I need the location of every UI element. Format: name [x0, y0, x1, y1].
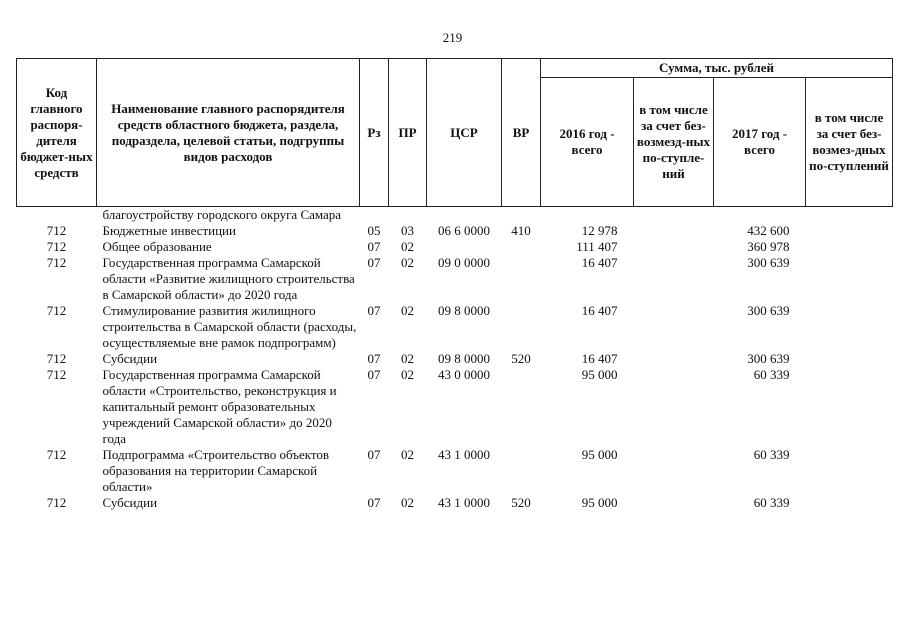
cell-rz: 07 [367, 367, 381, 382]
cell-2016-free [634, 367, 714, 447]
cell-vr [502, 207, 541, 224]
cell-csr: 06 6 0000 [438, 223, 490, 238]
table-row [17, 495, 893, 511]
header-rz: Рз [360, 59, 389, 207]
cell-name: Стимулирование развития жилищного строительства в Самарской области (расходы, осуществляемые вне рамок подпрограмм) [102, 303, 357, 350]
cell-vr: 520 [511, 495, 531, 510]
cell-vr: 520 [511, 351, 531, 366]
cell-vr [502, 447, 541, 495]
cell-2016-total: 12 978 [581, 223, 618, 238]
cell-vr: 410 [511, 223, 531, 238]
cell-name: Подпрограмма «Строительство объектов образования на территории Самарской области» [102, 447, 330, 494]
cell-2017-total: 60 339 [753, 495, 790, 510]
cell-code: 712 [46, 303, 67, 318]
cell-code: 712 [46, 223, 67, 238]
table-row [17, 367, 893, 447]
cell-csr [427, 207, 502, 224]
cell-name: благоустройству городского округа Самара [102, 207, 342, 222]
header-2016-free: в том числе за счет без-возмезд-ных по-ступле-ний [634, 78, 714, 207]
cell-2017-free [806, 207, 893, 224]
cell-2017-total: 300 639 [747, 255, 790, 270]
cell-csr: 09 0 0000 [438, 255, 490, 270]
table-row [17, 207, 893, 224]
cell-2016-total: 16 407 [581, 303, 618, 318]
cell-csr: 43 0 0000 [438, 367, 490, 382]
cell-2017-total [714, 207, 806, 224]
cell-rz: 07 [367, 447, 381, 462]
table-row [17, 447, 893, 495]
cell-rz [360, 207, 389, 224]
cell-rz: 07 [367, 351, 381, 366]
header-2017-free: в том числе за счет без-возмез-дных по-ступлений [806, 78, 893, 207]
cell-csr: 09 8 0000 [438, 351, 490, 366]
header-csr: ЦСР [427, 59, 502, 207]
cell-pr: 02 [401, 351, 414, 366]
cell-2016-total [541, 207, 634, 224]
cell-rz: 05 [367, 223, 381, 238]
cell-2017-free [806, 223, 893, 239]
cell-2016-free [634, 223, 714, 239]
header-code: Код главного распоря-дителя бюджет-ных средств [17, 59, 97, 207]
cell-rz: 07 [367, 255, 381, 270]
cell-2017-free [806, 351, 893, 367]
cell-name: Субсидии [102, 351, 158, 366]
cell-csr: 09 8 0000 [438, 303, 490, 318]
cell-pr: 02 [401, 495, 414, 510]
cell-vr [502, 303, 541, 351]
cell-2017-total: 60 339 [753, 367, 790, 382]
cell-2017-free [806, 447, 893, 495]
budget-table [16, 58, 893, 511]
cell-vr [502, 367, 541, 447]
cell-2017-free [806, 303, 893, 351]
cell-2017-total: 360 978 [747, 239, 790, 254]
cell-name: Субсидии [102, 495, 158, 510]
cell-pr: 02 [401, 303, 414, 318]
cell-vr [502, 239, 541, 255]
cell-code: 712 [46, 239, 67, 254]
cell-csr: 43 1 0000 [438, 447, 490, 462]
header-vr: ВР [502, 59, 541, 207]
header-name: Наименование главного распорядителя средств областного бюджета, раздела, подраздела, целевой статьи, подгруппы видов расходов [97, 59, 360, 207]
page-number: 219 [442, 30, 463, 45]
cell-rz: 07 [367, 495, 381, 510]
cell-2016-total: 111 407 [576, 239, 618, 254]
table-row [17, 303, 893, 351]
cell-2017-free [806, 495, 893, 511]
cell-2016-total: 95 000 [581, 495, 618, 510]
cell-name: Государственная программа Самарской области «Развитие жилищного строительства в Самарской области» до 2020 года [102, 255, 355, 302]
cell-2017-free [806, 239, 893, 255]
cell-pr: 02 [401, 239, 414, 254]
cell-rz: 07 [367, 303, 381, 318]
table-header [17, 59, 893, 207]
cell-2017-total: 432 600 [747, 223, 790, 238]
header-pr: ПР [389, 59, 427, 207]
table-row [17, 255, 893, 303]
table-row [17, 239, 893, 255]
cell-2016-free [634, 207, 714, 224]
cell-2017-free [806, 255, 893, 303]
cell-code: 712 [46, 495, 67, 510]
cell-2016-total: 95 000 [581, 447, 618, 462]
cell-2016-free [634, 495, 714, 511]
cell-2016-free [634, 351, 714, 367]
cell-2016-total: 16 407 [581, 351, 618, 366]
header-2016-total: 2016 год - всего [541, 78, 634, 207]
cell-2016-free [634, 303, 714, 351]
cell-csr: 43 1 0000 [438, 495, 490, 510]
cell-pr [389, 207, 427, 224]
cell-code: 712 [46, 367, 67, 382]
table-body [17, 207, 893, 512]
cell-2016-free [634, 255, 714, 303]
cell-2016-total: 95 000 [581, 367, 618, 382]
table-row [17, 351, 893, 367]
table-row [17, 223, 893, 239]
header-sum: Сумма, тыс. рублей [541, 59, 893, 78]
cell-csr [427, 239, 502, 255]
cell-code: 712 [46, 255, 67, 270]
cell-2017-free [806, 367, 893, 447]
cell-2017-total: 300 639 [747, 303, 790, 318]
cell-name: Государственная программа Самарской области «Строительство, реконструкция и капитальный ремонт образовательных учреждений Самарской области» до 2020 года [102, 367, 337, 446]
cell-name: Общее образование [102, 239, 212, 254]
cell-2016-free [634, 239, 714, 255]
cell-pr: 02 [401, 367, 414, 382]
cell-2016-total: 16 407 [581, 255, 618, 270]
cell-pr: 02 [401, 447, 414, 462]
cell-name: Бюджетные инвестиции [102, 223, 236, 238]
cell-code: 712 [46, 447, 67, 462]
cell-pr: 03 [401, 223, 414, 238]
cell-code: 712 [46, 351, 67, 366]
cell-2017-total: 300 639 [747, 351, 790, 366]
cell-2017-total: 60 339 [753, 447, 790, 462]
cell-vr [502, 255, 541, 303]
cell-2016-free [634, 447, 714, 495]
cell-pr: 02 [401, 255, 414, 270]
cell-rz: 07 [367, 239, 381, 254]
cell-code [17, 207, 97, 224]
header-2017-total: 2017 год - всего [714, 78, 806, 207]
